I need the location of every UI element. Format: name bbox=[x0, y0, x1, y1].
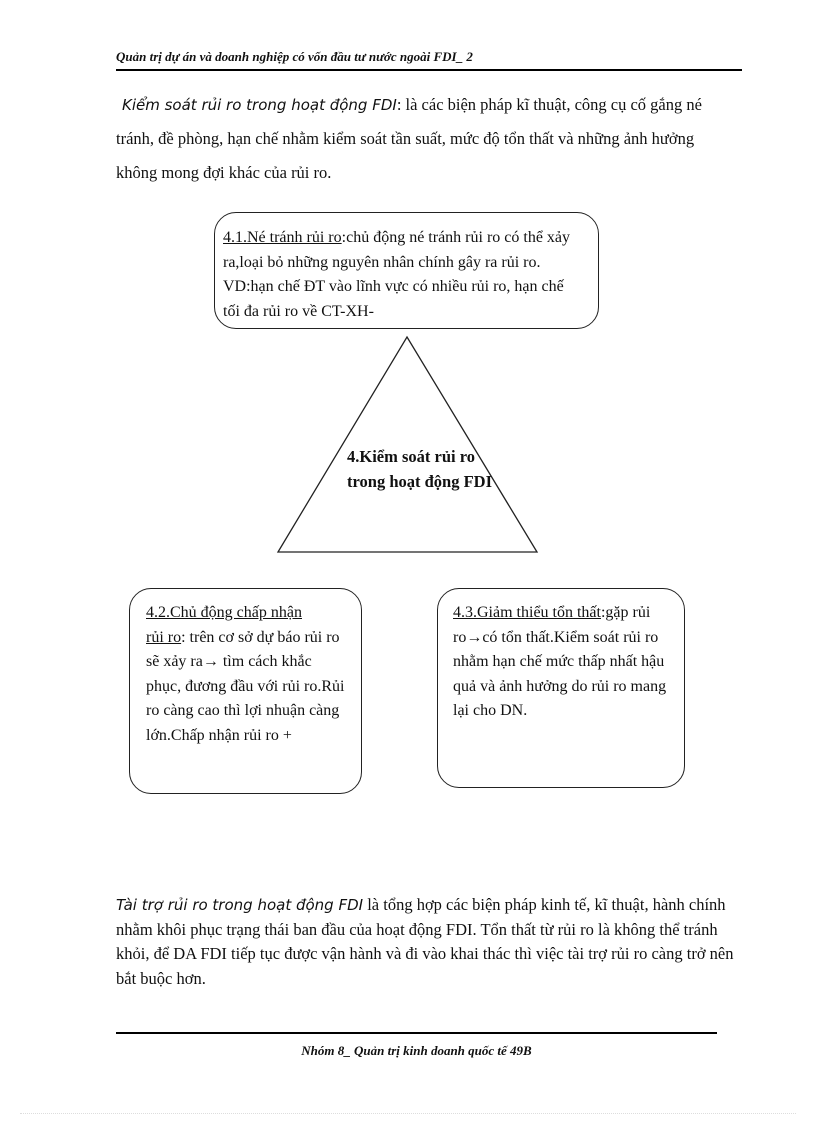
closing-paragraph bbox=[116, 893, 736, 991]
box-top-text: :chủ động né tránh rủi ro có thể xảy ra,loại bỏ những nguyên nhân chính gây ra rủi ro. VD:hạn chế ĐT vào lĩnh vực có nhiều rủi ro, hạn chế tối đa rủi ro về CT-XH- bbox=[223, 229, 571, 320]
box-top-title: 4.1.Né tránh rủi ro bbox=[223, 229, 342, 246]
box-left-text: : trên cơ sở dự báo rủi ro sẽ xảy ra→ tìm cách khắc phục, đương đầu với rủi ro.Rủi ro càng cao thì lợi nhuận càng lớn.Chấp nhận rủi ro + bbox=[146, 628, 345, 744]
diagram-box-accept-risk bbox=[129, 588, 362, 794]
box-right-title: 4.3.Giảm thiểu tổn thất bbox=[453, 604, 601, 621]
closing-text: là tổng hợp các biện pháp kinh tế, kĩ thuật, hành chính nhằm khôi phục trạng thái ban đầu của hoạt động FDI. Tổn thất từ rủi ro là không thể tránh khỏi, để DA FDI tiếp tục được vận hành và đi vào khai thác thì việc tài trợ rủi ro càng trở nên bắt buộc hơn. bbox=[116, 895, 734, 988]
header-divider bbox=[116, 69, 742, 71]
page-header: Quản trị dự án và doanh nghiệp có vốn đầu tư nước ngoài FDI_ 2 bbox=[116, 49, 473, 64]
box-left-title-2: rủi ro bbox=[146, 628, 182, 646]
diagram-center-label: 4.Kiểm soát rủi ro trong hoạt động FDI bbox=[347, 447, 493, 491]
page-bottom-edge bbox=[20, 1113, 796, 1114]
intro-text: : là các biện pháp kĩ thuật, công cụ cố gắng né tránh, đề phòng, hạn chế nhằm kiểm soát tần suất, mức độ tổn thất và những ảnh hưởng không mong đợi khác của rủi ro. bbox=[116, 95, 702, 182]
footer-divider bbox=[116, 1032, 717, 1034]
intro-paragraph bbox=[116, 88, 736, 190]
box-left-title-1: 4.2.Chủ động chấp nhận bbox=[146, 604, 302, 621]
diagram-box-reduce-loss bbox=[437, 588, 685, 788]
intro-lead: Kiểm soát rủi ro trong hoạt động FDI bbox=[122, 96, 397, 114]
diagram-box-avoid-risk bbox=[214, 212, 599, 329]
page-footer: Nhóm 8_ Quản trị kinh doanh quốc tế 49B bbox=[301, 1043, 532, 1058]
closing-lead: Tài trợ rủi ro trong hoạt động FDI bbox=[116, 896, 364, 914]
box-right-text: :gặp rủi ro→có tổn thất.Kiểm soát rủi ro nhằm hạn chế mức thấp nhất hậu quả và ảnh hưởng do rủi ro mang lại cho DN. bbox=[453, 604, 667, 719]
